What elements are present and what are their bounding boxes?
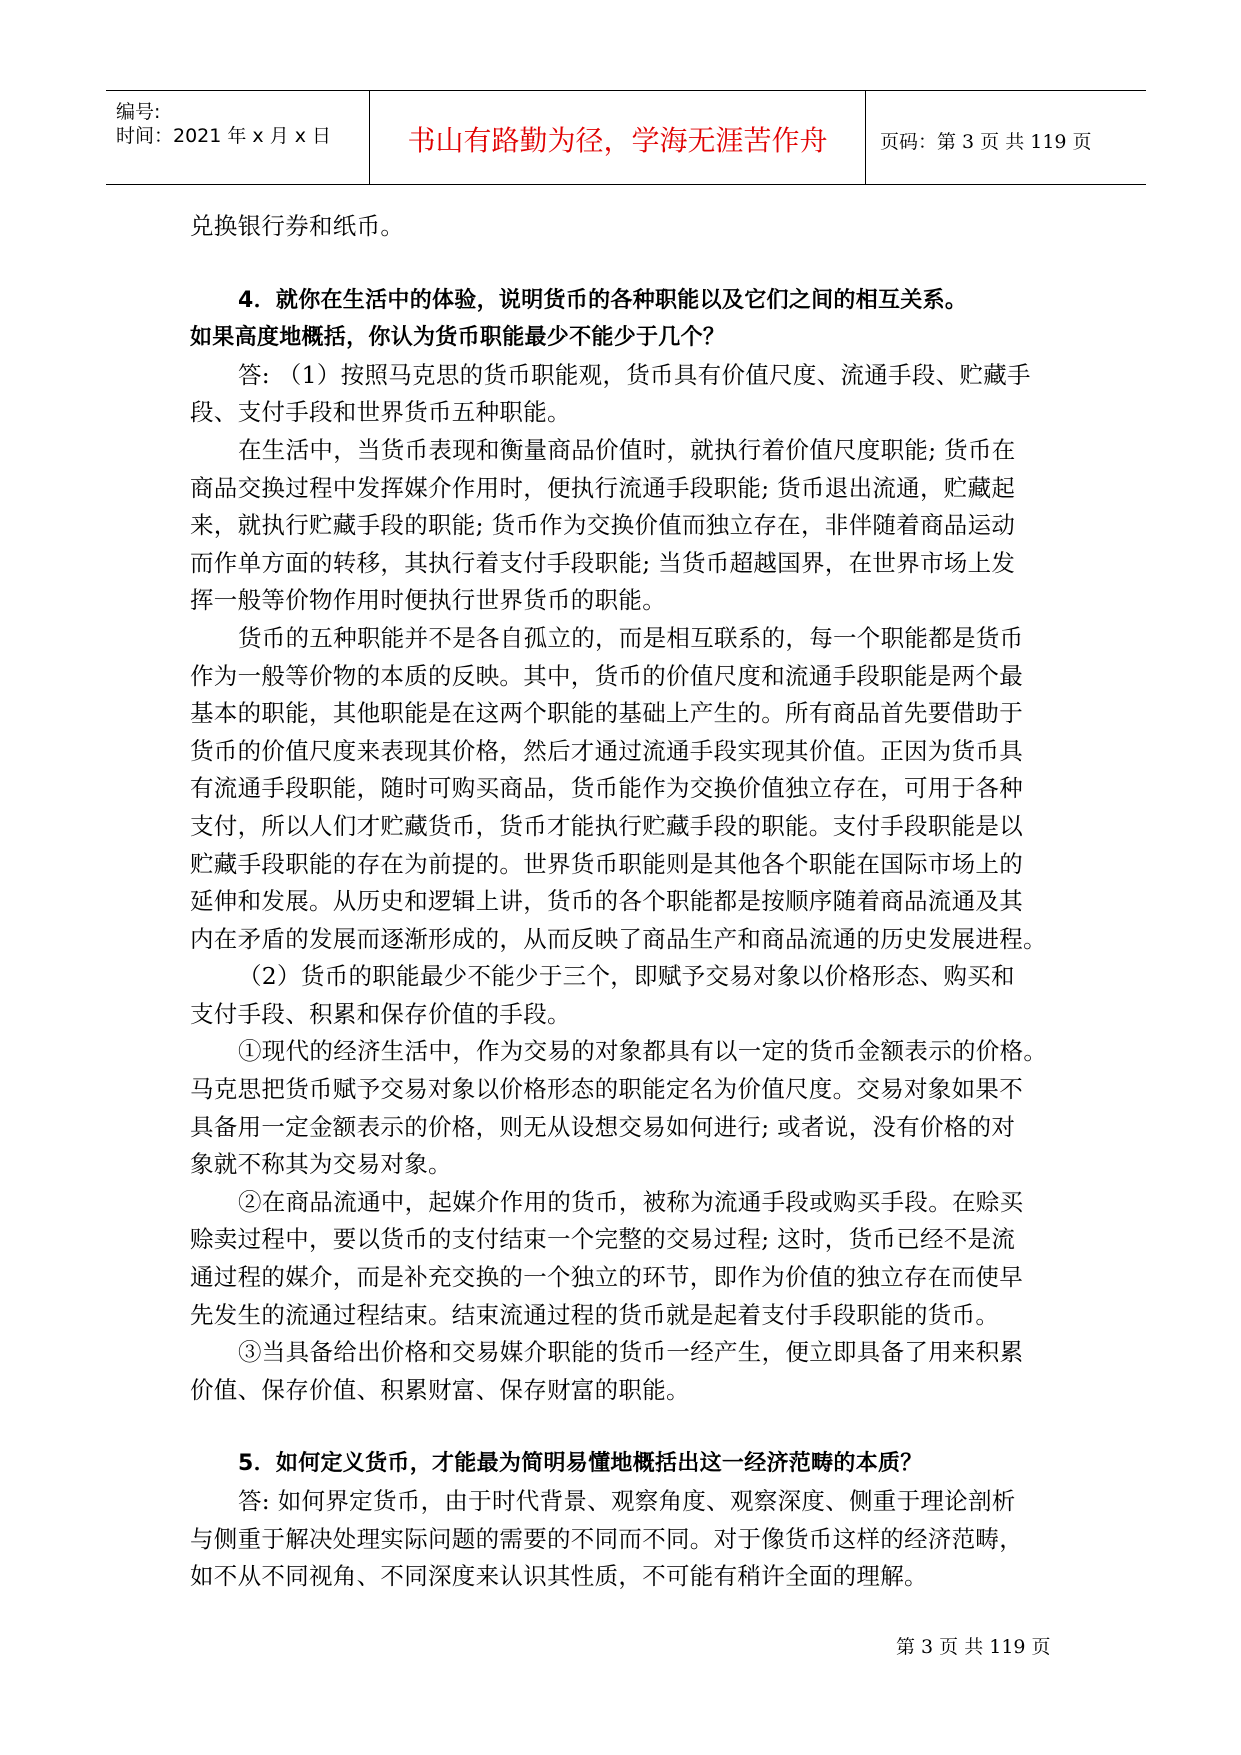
body-line: 有流通手段职能，随时可购买商品，货币能作为交换价值独立存在，可用于各种 <box>190 774 1023 803</box>
body-line: 基本的职能，其他职能是在这两个职能的基础上产生的。所有商品首先要借助于 <box>190 699 1023 728</box>
body-line: 延伸和发展。从历史和逻辑上讲，货币的各个职能都是按顺序随着商品流通及其 <box>190 887 1023 916</box>
body-line: 而作单方面的转移，其执行着支付手段职能; 当货币超越国界，在世界市场上发 <box>190 548 1016 577</box>
body-line: 支付手段、积累和保存价值的手段。 <box>190 999 571 1028</box>
body-line: 具备用一定金额表示的价格，则无从设想交易如何进行; 或者说，没有价格的对 <box>190 1112 1016 1141</box>
question-heading: 5．如何定义货币，才能最为简明易懂地概括出这一经济范畴的本质？ <box>238 1451 923 1477</box>
document-number-label: 编号: <box>116 101 161 123</box>
body-line: ①现代的经济生活中，作为交易的对象都具有以一定的货币金额表示的价格。 <box>238 1037 1048 1066</box>
body-line: 挥一般等价物作用时便执行世界货币的职能。 <box>190 586 666 615</box>
header-meta-cell <box>106 91 370 184</box>
body-line: 支付，所以人们才贮藏货币，货币才能执行贮藏手段的职能。支付手段职能是以 <box>190 811 1023 840</box>
body-line: 与侧重于解决处理实际问题的需要的不同而不同。对于像货币这样的经济范畴， <box>190 1524 1023 1553</box>
body-line: （2）货币的职能最少不能少于三个，即赋予交易对象以价格形态、购买和 <box>238 962 1015 991</box>
page-header <box>106 90 1146 185</box>
body-line: 内在矛盾的发展而逐渐形成的，从而反映了商品生产和商品流通的历史发展进程。 <box>190 924 1047 953</box>
body-line: 段、支付手段和世界货币五种职能。 <box>190 398 571 427</box>
body-line: 先发生的流通过程结束。结束流通过程的货币就是起着支付手段职能的货币。 <box>190 1300 1000 1329</box>
question-heading: 4．就你在生活中的体验，说明货币的各种职能以及它们之间的相互关系。 <box>238 287 968 313</box>
body-line: 兑换银行券和纸币。 <box>190 212 405 240</box>
body-line: 象就不称其为交易对象。 <box>190 1150 452 1179</box>
document-body <box>190 208 1062 1596</box>
paragraph-gap <box>190 246 1062 282</box>
body-line: 贮藏手段职能的存在为前提的。世界货币职能则是其他各个职能在国际市场上的 <box>190 849 1023 878</box>
body-line: 价值、保存价值、积累财富、保存财富的职能。 <box>190 1375 690 1404</box>
body-line: 货币的价值尺度来表现其价格，然后才通过流通手段实现其价值。正因为货币具 <box>190 736 1023 765</box>
body-line: 通过程的媒介，而是补充交换的一个独立的环节，即作为价值的独立存在而使早 <box>190 1263 1023 1292</box>
body-line: ③当具备给出价格和交易媒介职能的货币一经产生，便立即具备了用来积累 <box>238 1338 1024 1367</box>
page-footer: 第 3 页 共 119 页 <box>896 1636 1051 1658</box>
header-motto-cell <box>370 91 866 184</box>
body-line: 赊卖过程中，要以货币的支付结束一个完整的交易过程; 这时，货币已经不是流 <box>190 1225 1016 1254</box>
body-line: 商品交换过程中发挥媒介作用时，便执行流通手段职能; 货币退出流通，贮藏起 <box>190 473 1016 502</box>
question-heading: 如果高度地概括，你认为货币职能最少不能少于几个？ <box>190 325 726 351</box>
document-time-label: 时间：2021 年 x 月 x 日 <box>116 125 332 147</box>
header-page-cell <box>866 91 1146 184</box>
body-line: 货币的五种职能并不是各自孤立的，而是相互联系的，每一个职能都是货币 <box>238 623 1024 652</box>
body-line: 如不从不同视角、不同深度来认识其性质，不可能有稍许全面的理解。 <box>190 1562 928 1591</box>
header-page-info: 页码：第 3 页 共 119 页 <box>880 131 1092 153</box>
body-line: ②在商品流通中，起媒介作用的货币，被称为流通手段或购买手段。在赊买 <box>238 1187 1024 1216</box>
header-motto: 书山有路勤为径，学海无涯苦作舟 <box>407 124 828 157</box>
body-line: 作为一般等价物的本质的反映。其中，货币的价值尺度和流通手段职能是两个最 <box>190 661 1023 690</box>
paragraph-gap <box>190 1409 1062 1445</box>
body-line: 在生活中，当货币表现和衡量商品价值时，就执行着价值尺度职能; 货币在 <box>238 435 1016 464</box>
body-line: 答: 如何界定货币，由于时代背景、观察角度、观察深度、侧重于理论剖析 <box>238 1487 1016 1515</box>
body-line: 马克思把货币赋予交易对象以价格形态的职能定名为价值尺度。交易对象如果不 <box>190 1075 1023 1104</box>
body-line: 答: （1）按照马克思的货币职能观，货币具有价值尺度、流通手段、贮藏手 <box>238 360 1031 389</box>
body-line: 来，就执行贮藏手段的职能; 货币作为交换价值而独立存在，非伴随着商品运动 <box>190 511 1016 540</box>
